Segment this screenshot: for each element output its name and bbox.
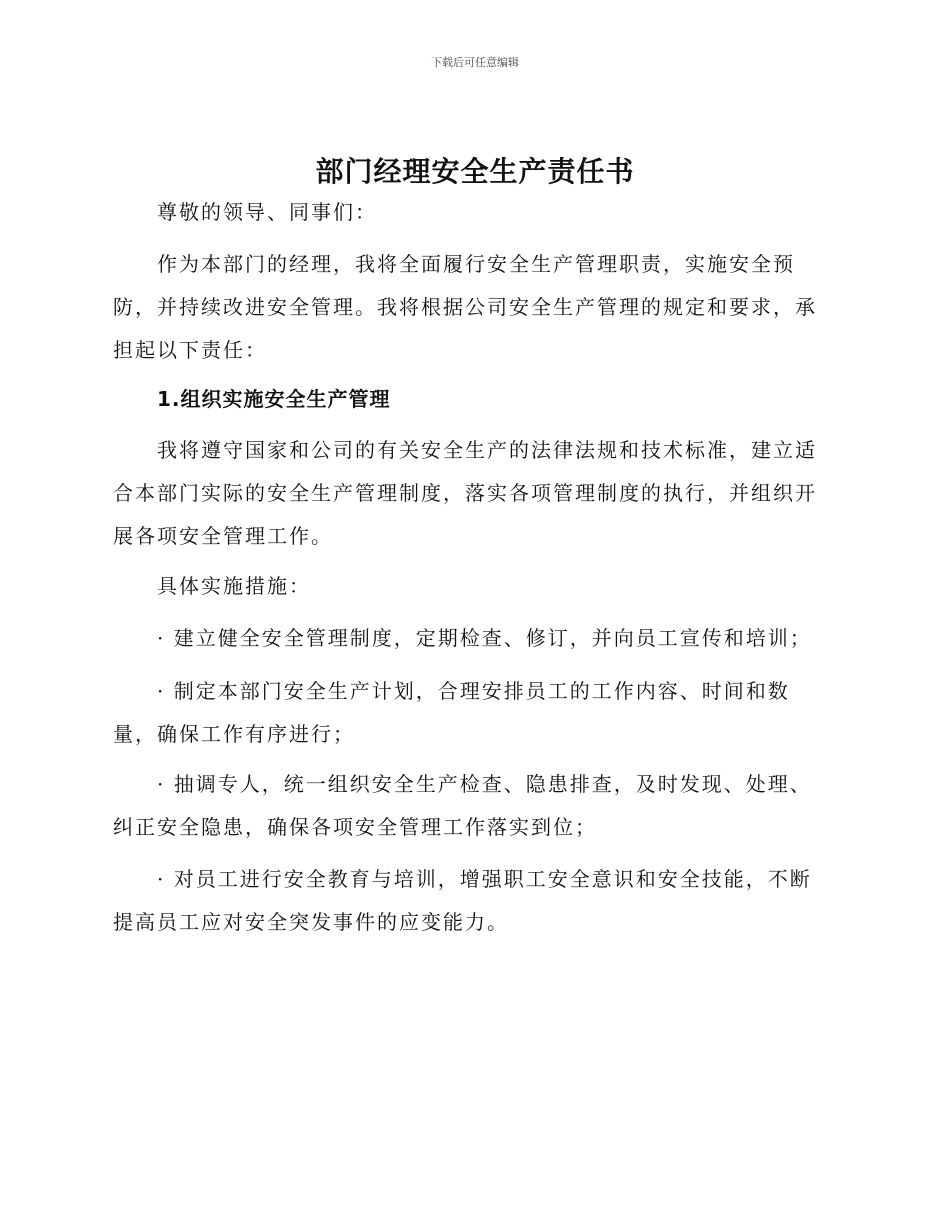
measure-item: · 对员工进行安全教育与培训，增强职工安全意识和安全技能，不断提高员工应对安全突发事件的应变能力。	[113, 867, 812, 934]
intro-paragraph: 作为本部门的经理，我将全面履行安全生产管理职责，实施安全预防，并持续改进安全管理。我将根据公司安全生产管理的规定和要求，承担起以下责任：	[113, 252, 817, 362]
measures-label: 具体实施措施：	[157, 574, 311, 598]
header-note: 下载后可任意编辑	[431, 56, 519, 69]
section-paragraph: 我将遵守国家和公司的有关安全生产的法律法规和技术标准，建立适合本部门实际的安全生产管理制度，落实各项管理制度的执行，并组织开展各项安全管理工作。	[113, 438, 817, 548]
salutation: 尊敬的领导、同事们：	[157, 200, 377, 224]
measure-item: · 抽调专人，统一组织安全生产检查、隐患排查，及时发现、处理、纠正安全隐患，确保各项安全管理工作落实到位；	[113, 772, 812, 839]
measure-item: · 制定本部门安全生产计划，合理安排员工的工作内容、时间和数量，确保工作有序进行；	[113, 679, 790, 746]
page-title: 部门经理安全生产责任书	[315, 155, 635, 188]
section-heading: 1.组织实施安全生产管理	[157, 387, 391, 411]
measure-item: · 建立健全安全管理制度，定期检查、修订，并向员工宣传和培训；	[157, 626, 812, 650]
